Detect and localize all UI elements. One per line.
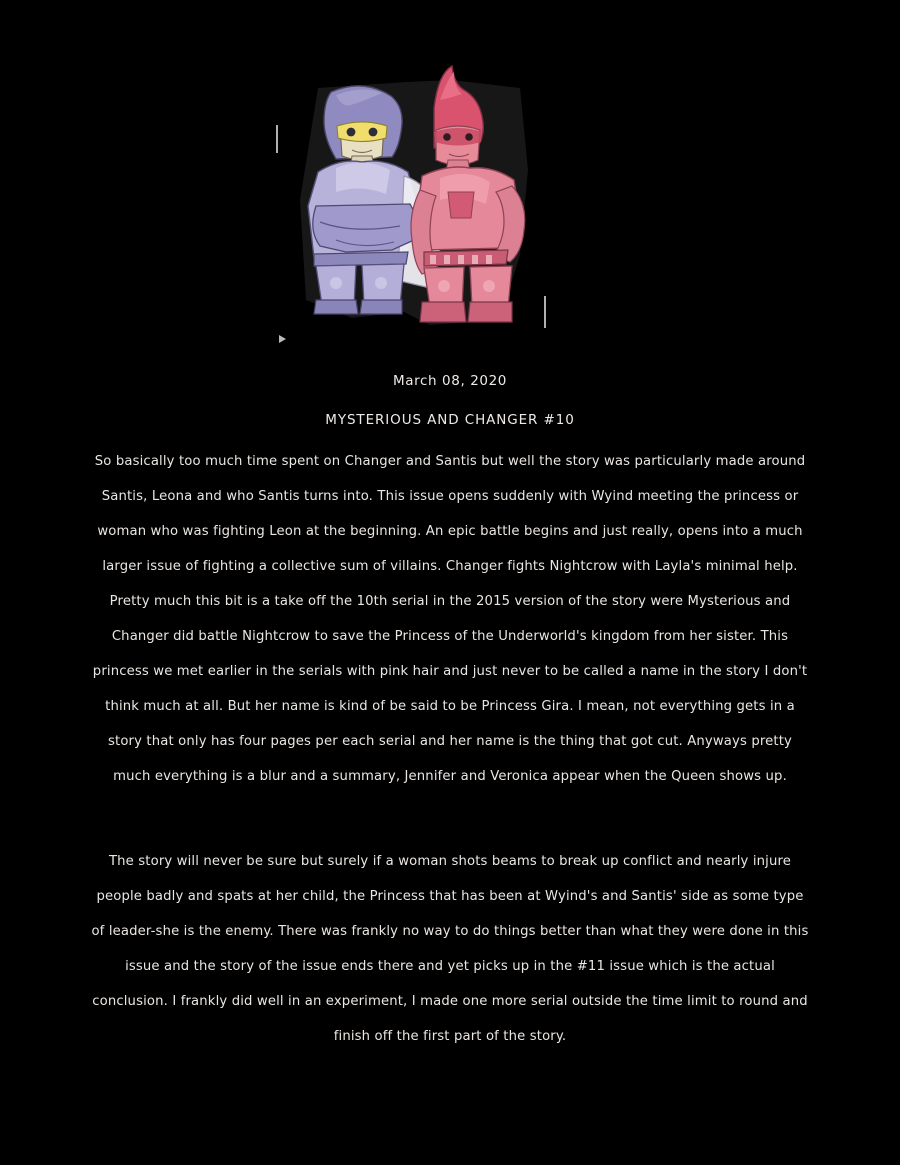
character-illustration [0,0,900,350]
artwork-figure [0,0,900,350]
paragraph-1: So basically too much time spent on Changer and Santis but well the story was particularly made around Santis, Leona and who Santis turns into. This issue opens suddenly with Wyind meeting the princess or woman who was fighting Leon at the beginning. An epic battle begins and just really, opens into a much larger issue of fighting a collective sum of villains. Changer fights Nightcrow with Layla's minimal help. Pretty much this bit is a take off the 10th serial in the 2015 version of the story were Mysterious and Changer did battle Nightcrow to save the Princess of the Underworld's kingdom from her sister. This princess we met earlier in the serials with pink hair and just never to be called a name in the story I don't think much at all. But her name is kind of be said to be Princess Gira. I mean, not everything gets in a story that only has four pages per each serial and her name is the thing that got cut. Anyways pretty much everything is a blur and a summary, Jennifer and Veronica appear when the Queen shows up. [92,454,808,784]
post-title: MYSTERIOUS AND CHANGER #10 [325,412,575,428]
panel-mark-left [276,125,278,153]
paragraph-2: The story will never be sure but surely if a woman shots beams to break up conflict and nearly injure people badly and spats at her child, the Princess that has been at Wyind's and Santis' side as some type of leader-she is the enemy. There was frankly no way to do things better than what they were done in this issue and the story of the issue ends there and yet picks up in the #11 issue which is the actual conclusion. I frankly did well in an experiment, I made one more serial outside the time limit to round and finish off the first part of the story. [91,854,809,1044]
post-date: March 08, 2020 [393,373,507,389]
document-text [0,355,900,1054]
panel-mark-right [544,296,546,328]
